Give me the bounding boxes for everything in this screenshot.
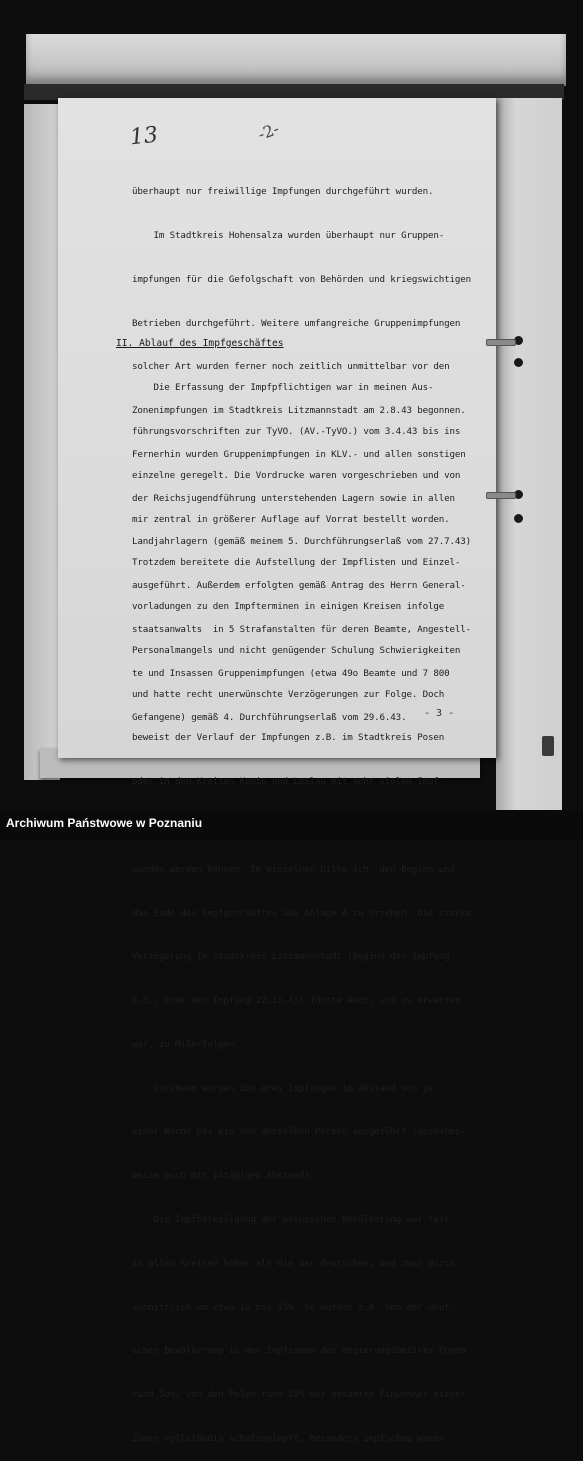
text-line: Die Erfassung der Impfpflichtigen war in meinen Aus-: [132, 382, 434, 394]
text-line: der Reichsjugendführung unterstehenden Lagern sowie in allen: [132, 492, 455, 504]
text-line: Die Impfbeteiligung der polnischen Bevölkerung war fast: [132, 1214, 450, 1226]
text-line: staatsanwalts in 5 Strafanstalten für deren Beamte, Angestell-: [132, 624, 472, 635]
text-line: führungsvorschriften zur TyVO. (AV.-TyVO.) vom 3.4.43 bis ins: [132, 425, 461, 437]
text-line: Betrieben durchgeführt. Weitere umfangreiche Gruppenimpfungen: [132, 317, 461, 329]
text-line: Durchweg wurden die drei Impfungen im Abstand von je: [132, 1082, 434, 1094]
text-line: Gefangene) gemäß 4. Durchführungserlaß vom 29.6.43.: [132, 711, 407, 723]
binder-hole: [514, 514, 523, 523]
body-text-part2: [132, 352, 492, 1461]
text-line: mir zentral in größerer Auflage auf Vorrat bestellt worden.: [132, 513, 450, 525]
text-line: einer Woche bei ein und derselben Person ausgeführt (ausnahms-: [132, 1126, 466, 1138]
handwritten-folio-number: 13: [128, 122, 160, 151]
section-heading: II. Ablauf des Impfgeschäftes: [116, 338, 284, 349]
text-line: und hatte recht unerwünschte Verzögerungen zur Folge. Doch: [132, 688, 445, 700]
text-line: vorladungen zu den Impfterminen in einigen Kreisen infolge: [132, 601, 445, 613]
handwritten-mark: -2-: [255, 118, 282, 145]
text-line: einzelne geregelt. Die Vordrucke waren vorgeschrieben und von: [132, 469, 461, 481]
binder-hole: [514, 358, 523, 367]
text-line: Fernerhin wurden Gruppenimpfungen in KLV.- und allen sonstigen: [132, 448, 466, 460]
text-line: oder in den Kreisen Konin und Leslau mit sehr vielen Impf-: [132, 776, 445, 788]
text-line: überhaupt nur freiwillige Impfungen durchgeführt wurden.: [132, 186, 434, 198]
text-line: Im Stadtkreis Hohensalza wurden überhaupt nur Gruppen-: [132, 229, 445, 241]
binder-clip: [486, 492, 516, 499]
binder-clip: [486, 339, 516, 346]
text-line: Verzögerung im Stadtkreis Litzmannstadt (Beginn der Impfung: [132, 951, 450, 963]
text-line: te und Insassen Gruppenimpfungen (etwa 49o Beamte und 7 800: [132, 667, 450, 679]
text-line: das Ende des Impfgeschäftes aus Anlage A zu ersehen. Die starke: [132, 907, 472, 919]
page-number: - 3 -: [424, 708, 455, 719]
text-line: schnittlich um etwa 1o bis 15%. So wurden z.B. von der deut-: [132, 1301, 455, 1313]
archive-folder-strip: [26, 34, 566, 86]
text-line: beweist der Verlauf der Impfungen z.B. im Stadtkreis Posen: [132, 732, 445, 744]
text-line: rund 3o%, von den Polen rund 58% der gesamten Einwohner dieser: [132, 1389, 466, 1401]
text-line: solcher Art wurden ferner noch zeitlich unmittelbar vor den: [132, 361, 450, 373]
text-line: Landjahrlagern (gemäß meinem 5. Durchführungserlaß vom 27.7.43): [132, 536, 472, 548]
text-line: Trotzdem bereitete die Aufstellung der Impflisten und Einzel-: [132, 557, 461, 569]
text-line: weise auch mit 14tägigem Abstand).: [132, 1170, 315, 1182]
text-line: impfungen für die Gefolgschaft von Behörden und kriegswichtigen: [132, 273, 472, 285]
text-line: Zonenimpfungen im Stadtkreis Litzmannstadt am 2.8.43 begonnen.: [132, 405, 466, 417]
text-line: wunden werden können. Im einzelnen bitte ich, den Beginn und: [132, 863, 455, 875]
text-line: ausgeführt. Außerdem erfolgten gemäß Antrag des Herrn General-: [132, 580, 466, 592]
text-line: war, zu Mißerfolgen.: [132, 1038, 240, 1050]
text-line: 2.8., Ende der Impfung 22.1o.43) führte auch, wie zu erwarten: [132, 995, 461, 1007]
text-line: Personalmangels und nicht genügender Schulung Schwierigkeiten: [132, 644, 461, 656]
text-line: Zonen vollständig schutzgeimpft. Besonders impfscheu waren: [132, 1432, 445, 1444]
adjacent-page-right: [496, 98, 562, 810]
text-line: schen Bevölkerung in den Impfzonen des Regierungsbezirks Posen: [132, 1345, 466, 1357]
text-line: in allen Kreisen höher als die der deutschen, und zwar durch-: [132, 1257, 461, 1269]
binder-edge-mark: [542, 736, 554, 756]
underlying-page-left: [24, 104, 60, 780]
archive-footer: [0, 810, 583, 840]
archive-label: Archiwum Państwowe w Poznaniu: [6, 816, 203, 830]
